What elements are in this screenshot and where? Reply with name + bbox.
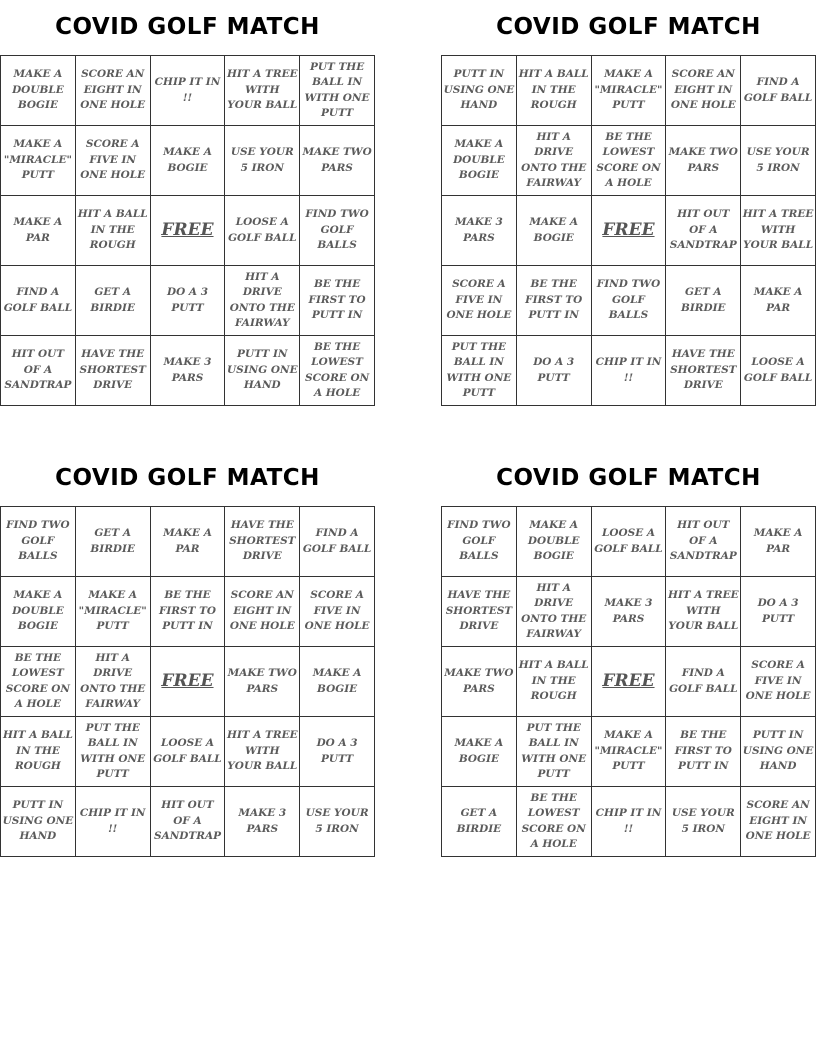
bingo-cell[interactable]: MAKE 3 PARS xyxy=(592,577,667,647)
bingo-cell[interactable]: USE YOUR 5 IRON xyxy=(225,126,300,196)
free-space-cell[interactable]: FREE xyxy=(151,196,226,266)
bingo-cell[interactable]: USE YOUR 5 IRON xyxy=(741,126,816,196)
bingo-cell[interactable]: HIT A TREE WITH YOUR BALL xyxy=(225,717,300,787)
bingo-cell[interactable]: HIT A TREE WITH YOUR BALL xyxy=(666,577,741,647)
bingo-cell[interactable]: HIT A DRIVE ONTO THE FAIRWAY xyxy=(76,647,151,717)
bingo-cell[interactable]: HIT OUT OF A SANDTRAP xyxy=(666,507,741,577)
bingo-cell[interactable]: MAKE TWO PARS xyxy=(666,126,741,196)
bingo-cell[interactable]: BE THE FIRST TO PUTT IN xyxy=(151,577,226,647)
bingo-cell[interactable]: HAVE THE SHORTEST DRIVE xyxy=(442,577,517,647)
bingo-cell[interactable]: LOOSE A GOLF BALL xyxy=(225,196,300,266)
bingo-cell[interactable]: BE THE FIRST TO PUTT IN xyxy=(666,717,741,787)
bingo-cell[interactable]: SCORE A FIVE IN ONE HOLE xyxy=(300,577,375,647)
bingo-cell[interactable]: MAKE A "MIRACLE" PUTT xyxy=(76,577,151,647)
bingo-cell[interactable]: FIND A GOLF BALL xyxy=(666,647,741,717)
bingo-cell[interactable]: MAKE A DOUBLE BOGIE xyxy=(442,126,517,196)
bingo-cell[interactable]: MAKE A BOGIE xyxy=(517,196,592,266)
bingo-cell[interactable]: MAKE A PAR xyxy=(741,507,816,577)
bingo-cell[interactable]: HIT A BALL IN THE ROUGH xyxy=(1,717,76,787)
bingo-cell[interactable]: HAVE THE SHORTEST DRIVE xyxy=(76,336,151,406)
bingo-cell[interactable]: USE YOUR 5 IRON xyxy=(666,787,741,857)
bingo-cell[interactable]: BE THE FIRST TO PUTT IN xyxy=(517,266,592,336)
bingo-cell[interactable]: HIT OUT OF A SANDTRAP xyxy=(1,336,76,406)
bingo-cell[interactable]: CHIP IT IN !! xyxy=(151,56,226,126)
bingo-cell[interactable]: SCORE A FIVE IN ONE HOLE xyxy=(442,266,517,336)
bingo-cell[interactable]: HIT A BALL IN THE ROUGH xyxy=(76,196,151,266)
bingo-cell[interactable]: GET A BIRDIE xyxy=(666,266,741,336)
bingo-cell[interactable]: SCORE AN EIGHT IN ONE HOLE xyxy=(225,577,300,647)
bingo-cell[interactable]: HAVE THE SHORTEST DRIVE xyxy=(225,507,300,577)
bingo-cell[interactable]: MAKE A BOGIE xyxy=(151,126,226,196)
bingo-cell[interactable]: MAKE A BOGIE xyxy=(442,717,517,787)
bingo-cell[interactable]: MAKE A DOUBLE BOGIE xyxy=(517,507,592,577)
bingo-cell[interactable]: HAVE THE SHORTEST DRIVE xyxy=(666,336,741,406)
bingo-cell[interactable]: MAKE TWO PARS xyxy=(442,647,517,717)
bingo-cell[interactable]: LOOSE A GOLF BALL xyxy=(592,507,667,577)
bingo-cell[interactable]: MAKE 3 PARS xyxy=(442,196,517,266)
bingo-cell[interactable]: HIT OUT OF A SANDTRAP xyxy=(151,787,226,857)
bingo-cell[interactable]: FIND TWO GOLF BALLS xyxy=(1,507,76,577)
bingo-cell[interactable]: MAKE TWO PARS xyxy=(225,647,300,717)
bingo-cell[interactable]: BE THE LOWEST SCORE ON A HOLE xyxy=(1,647,76,717)
bingo-cell[interactable]: PUT THE BALL IN WITH ONE PUTT xyxy=(442,336,517,406)
bingo-cell[interactable]: MAKE A "MIRACLE" PUTT xyxy=(1,126,76,196)
bingo-cell[interactable]: MAKE A "MIRACLE" PUTT xyxy=(592,717,667,787)
bingo-cell[interactable]: HIT A TREE WITH YOUR BALL xyxy=(225,56,300,126)
bingo-cell[interactable]: USE YOUR 5 IRON xyxy=(300,787,375,857)
bingo-cell[interactable]: MAKE A BOGIE xyxy=(300,647,375,717)
bingo-cell[interactable]: FIND A GOLF BALL xyxy=(1,266,76,336)
free-space-cell[interactable]: FREE xyxy=(151,647,226,717)
bingo-cell[interactable]: PUT THE BALL IN WITH ONE PUTT xyxy=(76,717,151,787)
bingo-grid xyxy=(441,55,816,406)
bingo-grid xyxy=(0,55,375,406)
bingo-cell[interactable]: DO A 3 PUTT xyxy=(300,717,375,787)
bingo-cell[interactable]: DO A 3 PUTT xyxy=(517,336,592,406)
bingo-cell[interactable]: MAKE A DOUBLE BOGIE xyxy=(1,577,76,647)
bingo-cell[interactable]: GET A BIRDIE xyxy=(442,787,517,857)
bingo-cell[interactable]: PUTT IN USING ONE HAND xyxy=(225,336,300,406)
bingo-cell[interactable]: FIND TWO GOLF BALLS xyxy=(442,507,517,577)
bingo-cell[interactable]: FIND A GOLF BALL xyxy=(741,56,816,126)
bingo-cell[interactable]: MAKE A "MIRACLE" PUTT xyxy=(592,56,667,126)
bingo-cell[interactable]: SCORE AN EIGHT IN ONE HOLE xyxy=(741,787,816,857)
bingo-cell[interactable]: GET A BIRDIE xyxy=(76,266,151,336)
bingo-cell[interactable]: HIT A DRIVE ONTO THE FAIRWAY xyxy=(517,126,592,196)
bingo-cell[interactable]: HIT A DRIVE ONTO THE FAIRWAY xyxy=(225,266,300,336)
bingo-cell[interactable]: SCORE AN EIGHT IN ONE HOLE xyxy=(76,56,151,126)
bingo-cell[interactable]: LOOSE A GOLF BALL xyxy=(151,717,226,787)
bingo-cell[interactable]: FIND TWO GOLF BALLS xyxy=(592,266,667,336)
card-title: COVID GOLF MATCH xyxy=(496,14,761,40)
card-title: COVID GOLF MATCH xyxy=(55,465,320,491)
bingo-cell[interactable]: SCORE A FIVE IN ONE HOLE xyxy=(741,647,816,717)
bingo-cell[interactable]: MAKE TWO PARS xyxy=(300,126,375,196)
bingo-cell[interactable]: SCORE AN EIGHT IN ONE HOLE xyxy=(666,56,741,126)
bingo-cell[interactable]: PUT THE BALL IN WITH ONE PUTT xyxy=(517,717,592,787)
bingo-cell[interactable]: LOOSE A GOLF BALL xyxy=(741,336,816,406)
free-space-cell[interactable]: FREE xyxy=(592,647,667,717)
bingo-cell[interactable]: BE THE LOWEST SCORE ON A HOLE xyxy=(517,787,592,857)
bingo-cell[interactable]: HIT A BALL IN THE ROUGH xyxy=(517,56,592,126)
bingo-cell[interactable]: BE THE FIRST TO PUTT IN xyxy=(300,266,375,336)
bingo-cell[interactable]: BE THE LOWEST SCORE ON A HOLE xyxy=(592,126,667,196)
bingo-cell[interactable]: FIND A GOLF BALL xyxy=(300,507,375,577)
bingo-cell[interactable]: PUT THE BALL IN WITH ONE PUTT xyxy=(300,56,375,126)
card-title: COVID GOLF MATCH xyxy=(496,465,761,491)
bingo-cell[interactable]: HIT A TREE WITH YOUR BALL xyxy=(741,196,816,266)
bingo-cell[interactable]: CHIP IT IN !! xyxy=(592,336,667,406)
bingo-cell[interactable]: PUTT IN USING ONE HAND xyxy=(741,717,816,787)
free-space-cell[interactable]: FREE xyxy=(592,196,667,266)
card-title: COVID GOLF MATCH xyxy=(55,14,320,40)
bingo-cell[interactable]: PUTT IN USING ONE HAND xyxy=(1,787,76,857)
bingo-cell[interactable]: CHIP IT IN !! xyxy=(76,787,151,857)
bingo-cell[interactable]: PUTT IN USING ONE HAND xyxy=(442,56,517,126)
bingo-cell[interactable]: DO A 3 PUTT xyxy=(151,266,226,336)
bingo-cell[interactable]: CHIP IT IN !! xyxy=(592,787,667,857)
bingo-cell[interactable]: HIT A BALL IN THE ROUGH xyxy=(517,647,592,717)
bingo-cell[interactable]: MAKE 3 PARS xyxy=(151,336,226,406)
bingo-grid xyxy=(441,506,816,857)
bingo-cell[interactable]: GET A BIRDIE xyxy=(76,507,151,577)
bingo-cell[interactable]: FIND TWO GOLF BALLS xyxy=(300,196,375,266)
bingo-cell[interactable]: SCORE A FIVE IN ONE HOLE xyxy=(76,126,151,196)
bingo-cell[interactable]: MAKE A PAR xyxy=(741,266,816,336)
bingo-cell[interactable]: DO A 3 PUTT xyxy=(741,577,816,647)
bingo-cell[interactable]: MAKE A PAR xyxy=(151,507,226,577)
bingo-cell[interactable]: MAKE A DOUBLE BOGIE xyxy=(1,56,76,126)
bingo-cell[interactable]: HIT OUT OF A SANDTRAP xyxy=(666,196,741,266)
bingo-grid xyxy=(0,506,375,857)
bingo-cell[interactable]: MAKE A PAR xyxy=(1,196,76,266)
bingo-cell[interactable]: BE THE LOWEST SCORE ON A HOLE xyxy=(300,336,375,406)
bingo-cell[interactable]: MAKE 3 PARS xyxy=(225,787,300,857)
bingo-cell[interactable]: HIT A DRIVE ONTO THE FAIRWAY xyxy=(517,577,592,647)
